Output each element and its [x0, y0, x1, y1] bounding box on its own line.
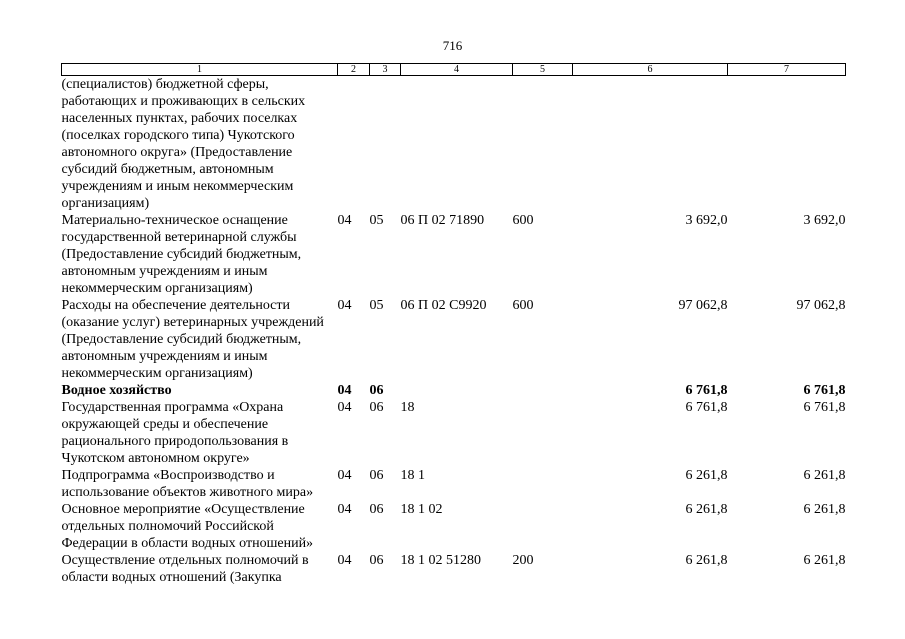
table-row — [62, 552, 846, 586]
row-subsection-cell: 06 — [369, 400, 384, 415]
row-name-cell: Материально-техническое оснащение государственной ветеринарной службы (Предоставление субсидий бюджетным, автономным учреждениям и иным некоммерческим организациям) — [61, 213, 302, 296]
row-target-code-cell — [401, 382, 513, 399]
row-amount-2-cell: 6 761,8 — [803, 400, 846, 415]
row-target-code-cell: 18 1 — [400, 468, 425, 483]
row-subsection-cell: 06 — [369, 502, 384, 517]
header-col-2: 2 — [338, 64, 370, 76]
row-amount-cell: 6 761,8 — [685, 383, 728, 398]
row-amount-cell: 6 261,8 — [685, 502, 728, 517]
row-amount-2-cell: 6 261,8 — [803, 502, 846, 517]
row-name-cell: Расходы на обеспечение деятельности (оказание услуг) ветеринарных учреждений (Предоставление субсидий бюджетным, автономным учреждениям и иным некоммерческим организациям) — [61, 298, 324, 381]
row-target-code-cell: 18 1 02 51280 — [400, 553, 481, 568]
row-amount-cell: 6 761,8 — [685, 400, 728, 415]
row-target-code-cell — [401, 76, 513, 213]
row-target-code-cell: 06 П 02 71890 — [400, 213, 485, 228]
header-col-4: 4 — [401, 64, 513, 76]
row-target-code-cell: 18 1 02 — [400, 502, 443, 517]
row-amount-2-cell: 6 261,8 — [803, 553, 846, 568]
table-row — [62, 501, 846, 552]
table-row — [62, 297, 846, 382]
table-row — [62, 467, 846, 501]
row-section-cell: 04 — [337, 383, 352, 398]
table-header-row — [62, 64, 846, 76]
row-expense-type-cell — [513, 501, 573, 552]
header-col-7: 7 — [728, 64, 846, 76]
row-subsection-cell: 05 — [369, 213, 384, 228]
row-amount-cell: 97 062,8 — [678, 298, 728, 313]
row-expense-type-cell — [513, 382, 573, 399]
row-subsection-cell: 05 — [369, 298, 384, 313]
row-subsection-cell: 06 — [369, 383, 384, 398]
row-subsection-cell: 06 — [369, 553, 384, 568]
row-amount-cell: 3 692,0 — [685, 213, 728, 228]
row-subsection-cell: 06 — [369, 468, 384, 483]
row-expense-type-cell: 600 — [512, 298, 534, 313]
row-name-cell: (специалистов) бюджетной сферы, работающих и проживающих в сельских населенных пунктах, рабочих поселках (поселках городского типа) Чукотского автономного округа» (Предоставление субсидий бюджетным, автономным учреждениям и иным некоммерческим организациям) — [61, 77, 306, 211]
row-expense-type-cell: 600 — [512, 213, 534, 228]
row-name-cell: Государственная программа «Охрана окружающей среды и обеспечение рационального природопользования в Чукотском автономном округе» — [61, 400, 289, 466]
row-amount-2-cell — [728, 76, 846, 213]
row-section-cell: 04 — [337, 502, 352, 517]
page-number: 716 — [442, 38, 463, 53]
row-amount-2-cell: 3 692,0 — [803, 213, 846, 228]
row-expense-type-cell — [513, 76, 573, 213]
row-subsection-cell — [370, 76, 401, 213]
header-col-3: 3 — [370, 64, 401, 76]
row-section-cell: 04 — [337, 213, 352, 228]
row-expense-type-cell: 200 — [512, 553, 534, 568]
row-amount-2-cell: 6 261,8 — [803, 468, 846, 483]
row-expense-type-cell — [513, 399, 573, 467]
row-name-cell: Водное хозяйство — [61, 383, 172, 398]
row-amount-2-cell: 97 062,8 — [796, 298, 846, 313]
row-section-cell — [338, 76, 370, 213]
row-section-cell: 04 — [337, 553, 352, 568]
row-amount-cell: 6 261,8 — [685, 468, 728, 483]
table-row — [62, 76, 846, 213]
row-amount-2-cell: 6 761,8 — [803, 383, 846, 398]
row-expense-type-cell — [513, 467, 573, 501]
header-col-1: 1 — [62, 64, 338, 76]
row-amount-cell — [573, 76, 728, 213]
table-row — [62, 399, 846, 467]
row-name-cell: Основное мероприятие «Осуществление отдельных полномочий Российской Федерации в области водных отношений» — [61, 502, 314, 551]
row-amount-cell: 6 261,8 — [685, 553, 728, 568]
row-target-code-cell: 06 П 02 С9920 — [400, 298, 487, 313]
row-section-cell: 04 — [337, 298, 352, 313]
row-name-cell: Подпрограмма «Воспроизводство и использование объектов животного мира» — [61, 468, 314, 500]
table-row — [62, 382, 846, 399]
header-col-5: 5 — [513, 64, 573, 76]
budget-table — [61, 63, 846, 586]
table-row — [62, 212, 846, 297]
row-target-code-cell: 18 — [400, 400, 415, 415]
header-col-6: 6 — [573, 64, 728, 76]
row-section-cell: 04 — [337, 468, 352, 483]
row-name-cell: Осуществление отдельных полномочий в области водных отношений (Закупка — [61, 553, 309, 585]
row-section-cell: 04 — [337, 400, 352, 415]
